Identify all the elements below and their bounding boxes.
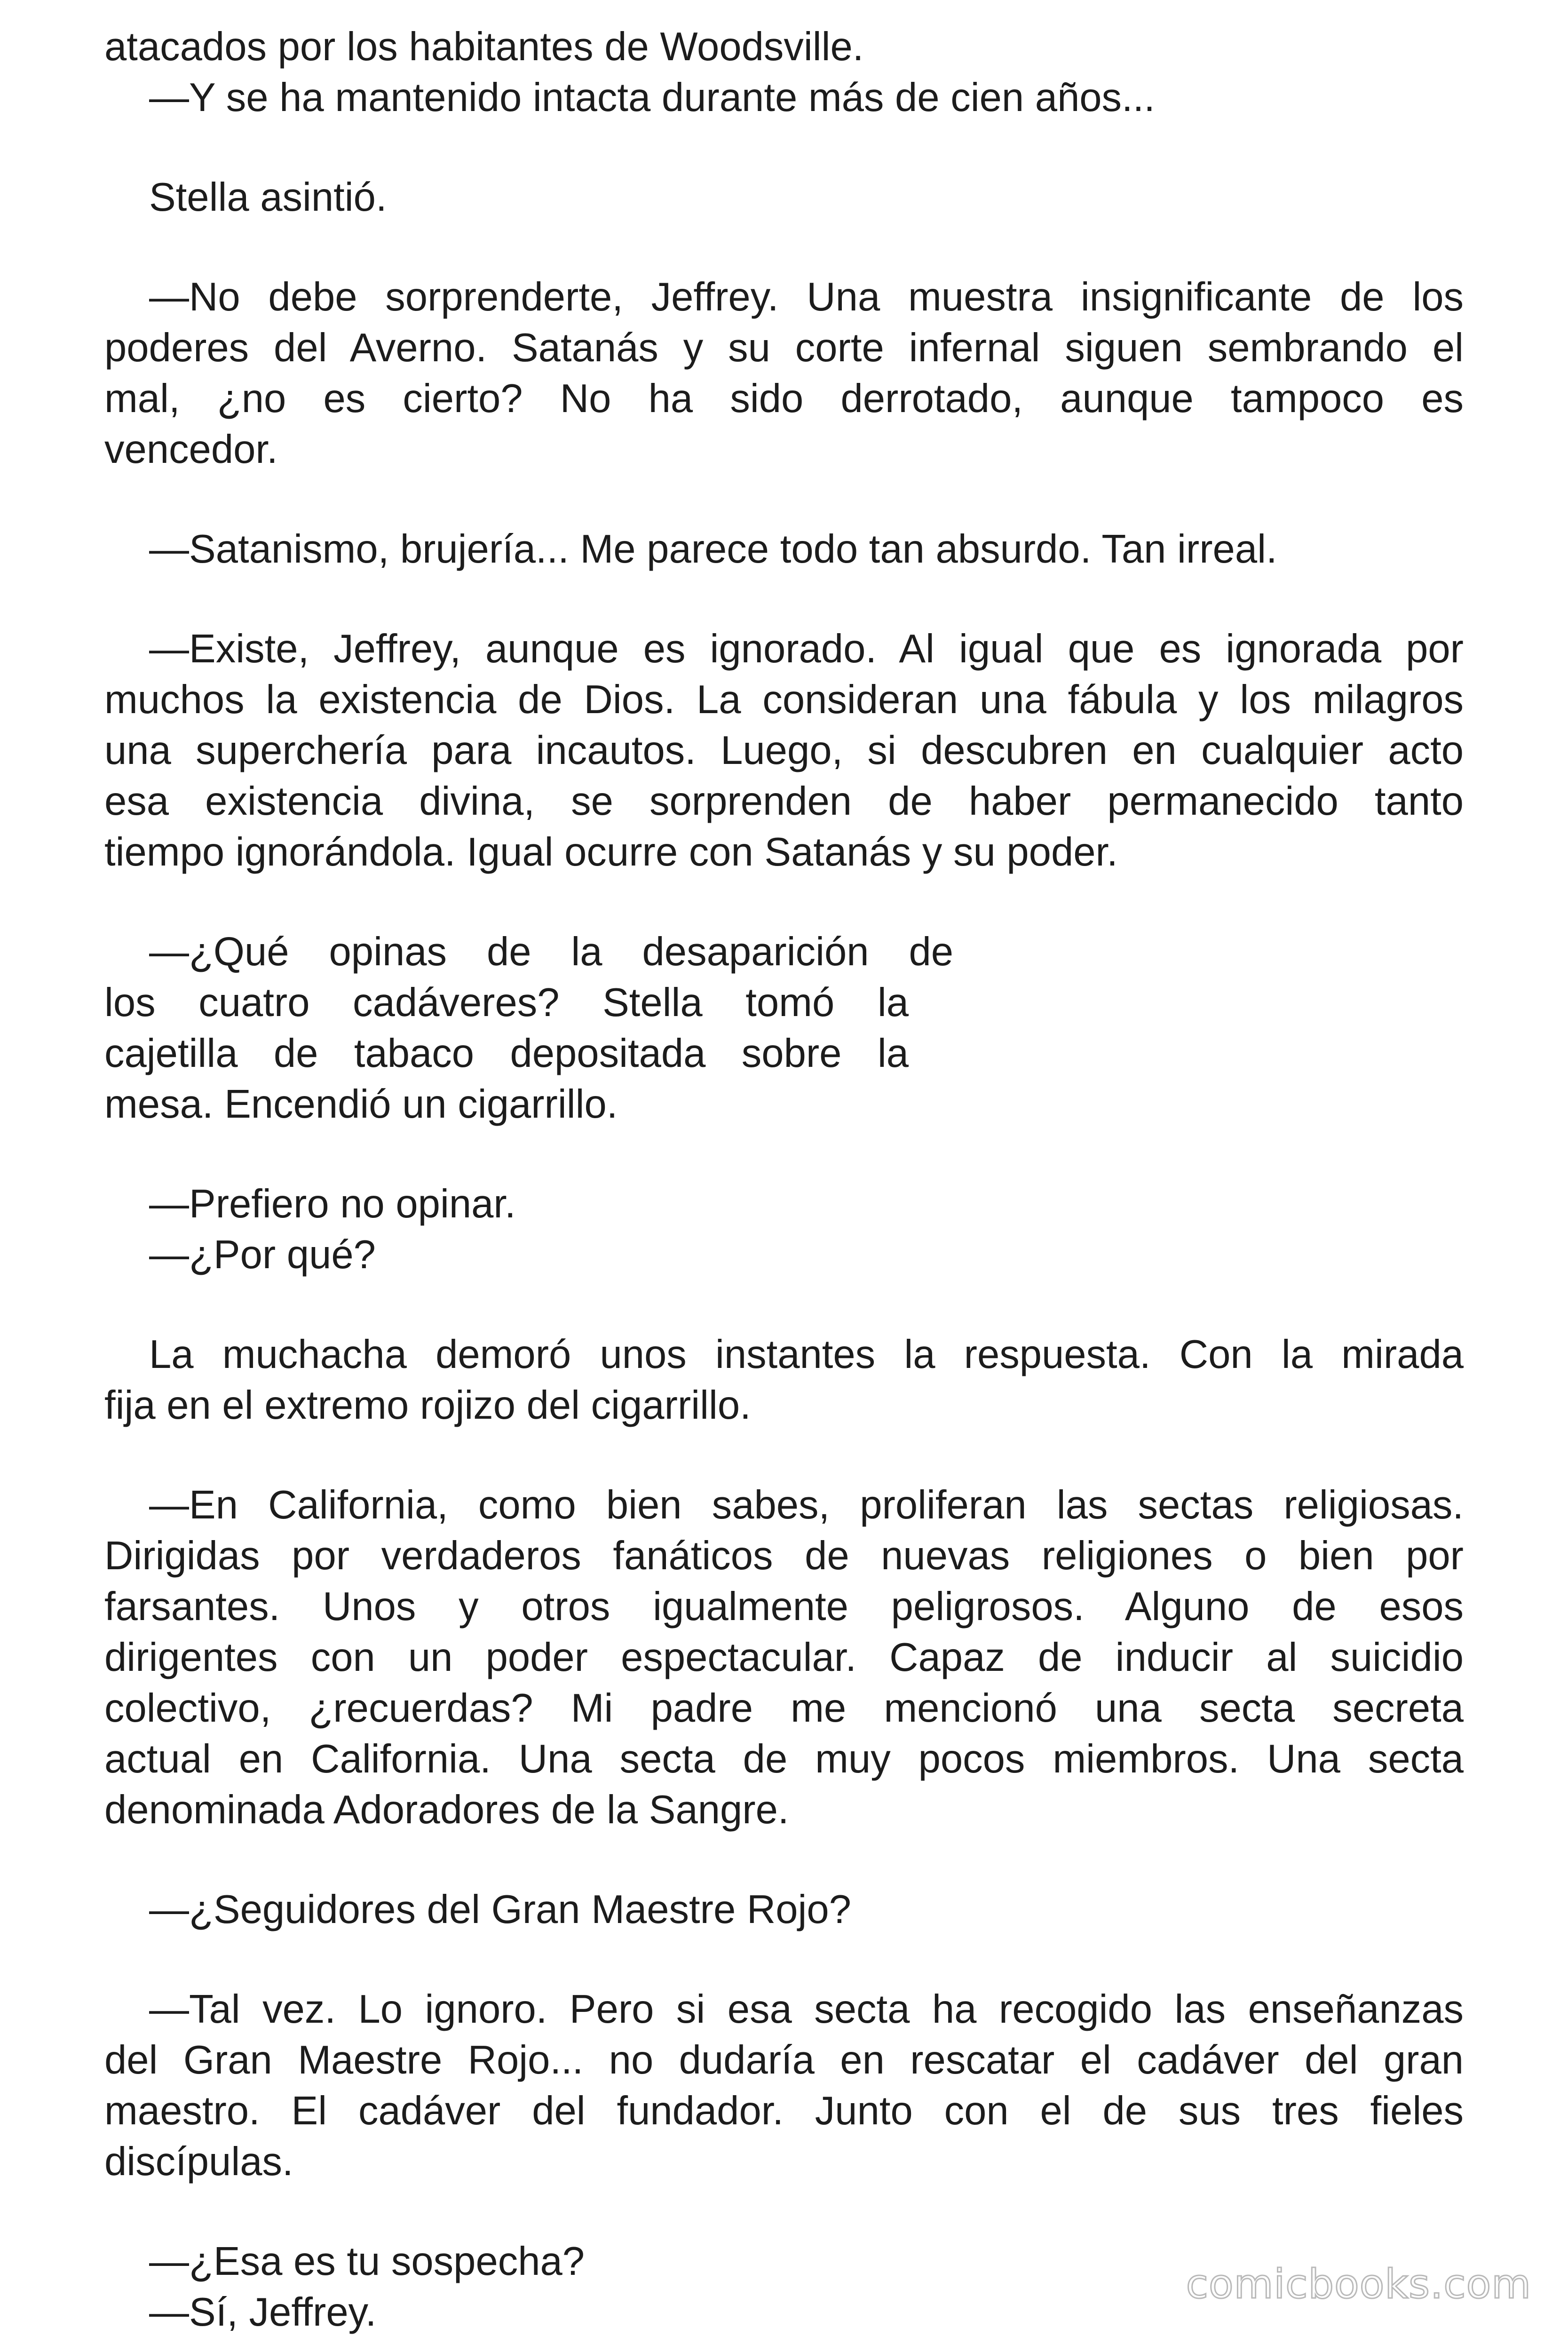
text-line: tiempo ignorándola. Igual ocurre con Satanás y su poder. [104,830,1118,874]
paragraph [104,1480,1464,1836]
paragraph [104,524,1464,575]
text-line: colectivo, ¿recuerdas? Mi padre me mencionó una secta secreta [104,1686,1464,1731]
text-line: poderes del Averno. Satanás y su corte infernal siguen sembrando el [104,326,1464,370]
text-line: fija en el extremo rojizo del cigarrillo. [104,1383,751,1428]
text-line: —Satanismo, brujería... Me parece todo tan absurdo. Tan irreal. [149,527,1277,572]
paragraph [104,1179,1464,1230]
text-line: del Gran Maestre Rojo... no dudaría en rescatar el cadáver del gran [104,2038,1464,2082]
text-line: maestro. El cadáver del fundador. Junto con el de sus tres fieles [104,2089,1464,2133]
text-line: —En California, como bien sabes, proliferan las sectas religiosas. [149,1483,1464,1527]
paragraph [104,927,1464,1130]
paragraph [104,22,1464,72]
paragraph-gap [104,1431,1464,1480]
paragraph-gap [104,475,1464,524]
text-line: Stella asintió. [149,175,387,220]
text-line: actual en California. Una secta de muy pocos miembros. Una secta [104,1737,1464,1781]
paragraph [104,1230,1464,1280]
paragraph-gap [104,575,1464,624]
paragraph [104,72,1464,123]
text-line: —No debe sorprenderte, Jeffrey. Una muestra insignificante de los [149,275,1464,319]
text-line: —¿Qué opinas de la desaparición de [149,930,953,974]
paragraph-gap [104,123,1464,172]
text-line: —Y se ha mantenido intacta durante más de cien años... [149,75,1155,120]
text-line: los cuatro cadáveres? Stella tomó la [104,980,909,1025]
paragraph [104,272,1464,475]
text-line: —¿Seguidores del Gran Maestre Rojo? [149,1887,851,1932]
text-line: muchos la existencia de Dios. La consideran una fábula y los milagros [104,677,1464,722]
text-line: —Sí, Jeffrey. [149,2290,377,2335]
text-line: —Existe, Jeffrey, aunque es ignorado. Al igual que es ignorada por [149,627,1464,671]
paragraph-gap [104,1280,1464,1329]
paragraph-gap [104,223,1464,272]
text-line: vencedor. [104,427,278,472]
text-line: esa existencia divina, se sorprenden de haber permanecido tanto [104,779,1464,824]
text-line: —¿Por qué? [149,1232,376,1277]
paragraph [104,624,1464,878]
paragraph [104,1984,1464,2187]
text-line: una superchería para incautos. Luego, si descubren en cualquier acto [104,728,1464,773]
watermark: comicbooks.com [1186,2261,1531,2308]
paragraph-gap [104,878,1464,927]
text-line: La muchacha demoró unos instantes la respuesta. Con la mirada [149,1332,1464,1377]
text-line: —¿Esa es tu sospecha? [149,2239,585,2284]
text-line: cajetilla de tabaco depositada sobre la [104,1031,909,1076]
text-line: —Prefiero no opinar. [149,1182,516,1226]
paragraph [104,1884,1464,1935]
paragraph-gap [104,1836,1464,1884]
text-line: denominada Adoradores de la Sangre. [104,1788,789,1832]
paragraph-gap [104,1935,1464,1984]
paragraph-gap [104,2187,1464,2236]
text-line: mesa. Encendió un cigarrillo. [104,1082,618,1127]
paragraph [104,172,1464,223]
text-line: dirigentes con un poder espectacular. Capaz de inducir al suicidio [104,1635,1464,1680]
text-line: —Tal vez. Lo ignoro. Pero si esa secta ha recogido las enseñanzas [149,1987,1464,2032]
text-line: atacados por los habitantes de Woodsville. [104,24,864,69]
text-line: farsantes. Unos y otros igualmente peligrosos. Alguno de esos [104,1584,1464,1629]
text-line: Dirigidas por verdaderos fanáticos de nuevas religiones o bien por [104,1534,1464,1578]
text-line: mal, ¿no es cierto? No ha sido derrotado, aunque tampoco es [104,376,1464,421]
book-page-text [104,22,1464,2338]
paragraph [104,1329,1464,1431]
paragraph-gap [104,1130,1464,1179]
text-line: discípulas. [104,2139,293,2184]
